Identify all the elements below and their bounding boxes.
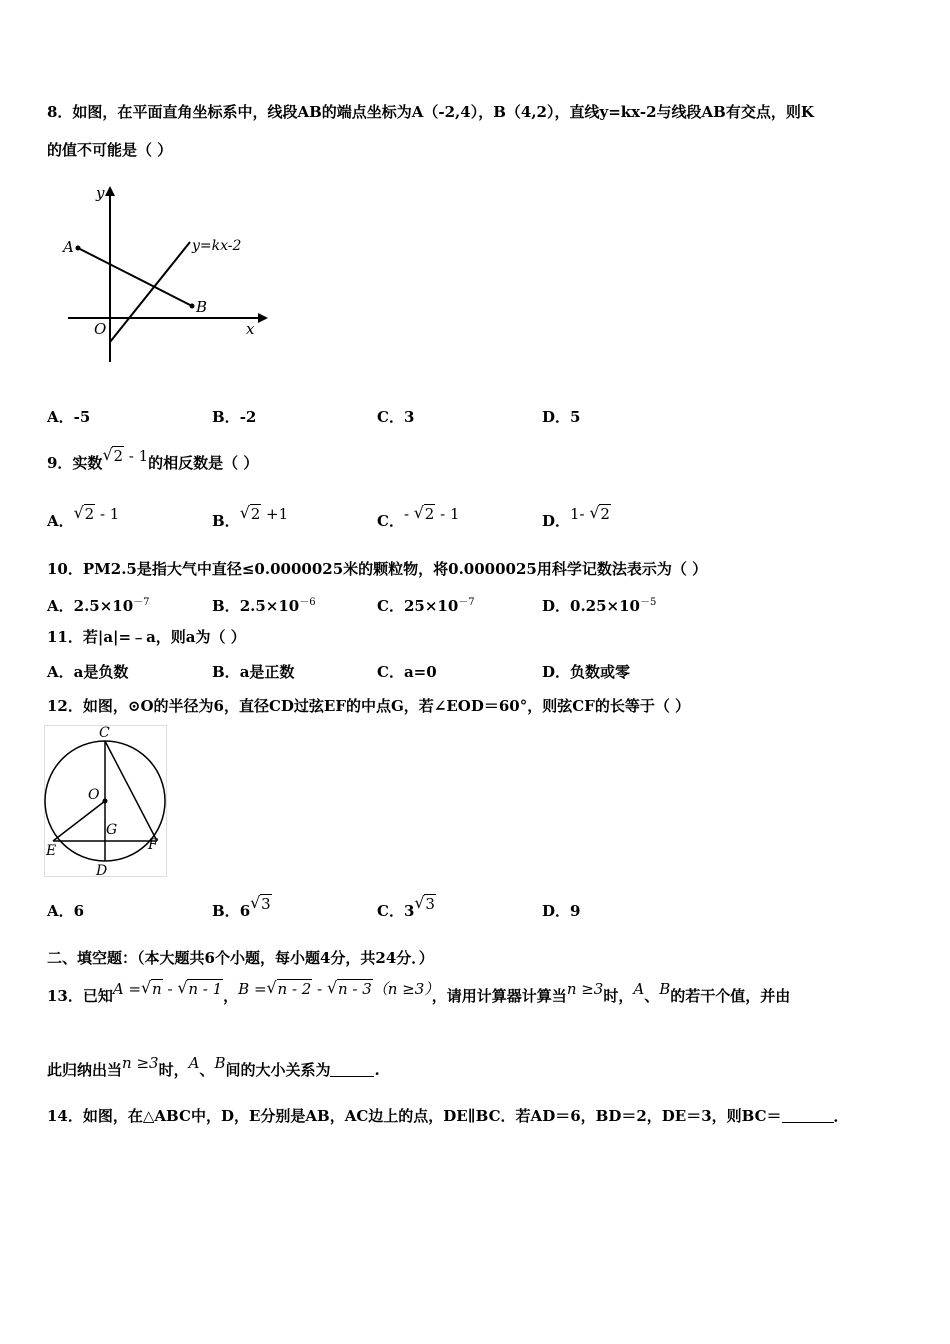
q11-option-a[interactable]: A．a是负数 <box>47 663 129 681</box>
q10-option-c[interactable]: C．$25\times 10^{-7}$ <box>377 597 475 615</box>
q12-option-d[interactable]: D．9 <box>542 902 581 920</box>
q13-line1: 13．已知A = √ n - √ n - 1，B = √ n - 2 - √ n - 3（n ≥3），请用计算器计算当n ≥3时，A、B的若干个值，并由 <box>47 978 791 1005</box>
point-b <box>190 304 195 309</box>
label-y: y <box>96 184 105 202</box>
label-e: E <box>46 843 57 859</box>
q11-option-b[interactable]: B．a是正数 <box>212 663 295 681</box>
q9-option-d[interactable]: D．1- √ 2 <box>542 503 610 530</box>
q12-option-c[interactable]: C．3 √ 3 <box>377 893 435 920</box>
q11-option-d[interactable]: D．负数或零 <box>542 663 631 681</box>
x-axis-arrow <box>258 313 268 323</box>
q13-line2: 此归纳出当n ≥3时，A、B间的大小关系为 . <box>47 1054 380 1079</box>
q9-option-a[interactable]: A． √ 2 - 1 <box>47 503 120 530</box>
label-f: F <box>148 837 158 853</box>
q12-stem: 12．如图，⊙O的半径为6，直径CD过弦EF的中点G，若∠EOD＝60°，则弦CF的长等于（ ） <box>47 697 691 715</box>
center-point-o <box>103 799 108 804</box>
q8-option-a[interactable]: A．-5 <box>47 408 91 426</box>
q14-answer-blank[interactable] <box>782 1108 834 1123</box>
label-x: x <box>246 320 255 338</box>
label-c: C <box>99 725 110 741</box>
q10-option-a[interactable]: A．$2.5\times 10^{-7}$ <box>47 597 150 615</box>
q12-circle-figure <box>44 725 168 878</box>
q11-stem: 11．若|a|=﹣a，则a为（ ） <box>47 628 246 646</box>
q10-option-d[interactable]: D．$0.25\times 10^{-5}$ <box>542 597 657 615</box>
section-title: 二、填空题：（本大题共6个小题，每小题4分，共24分．） <box>47 949 434 967</box>
point-a <box>76 246 81 251</box>
line-y-kx-2 <box>110 242 190 342</box>
q9-option-b[interactable]: B． √ 2 +1 <box>212 503 289 530</box>
q8-line1: 8．如图，在平面直角坐标系中，线段AB的端点坐标为A（-2,4），B（4,2），直线y=kx-2与线段AB有交点，则K <box>47 103 814 121</box>
q8-option-c[interactable]: C．3 <box>377 408 415 426</box>
label-d: D <box>96 863 108 878</box>
q10-stem: 10．PM2.5是指大气中直径≤0.0000025米的颗粒物，将0.0000025用科学记数法表示为（ ） <box>47 560 708 578</box>
q8-line2: 的值不可能是（ ） <box>47 141 173 159</box>
q8-option-d[interactable]: D．5 <box>542 408 581 426</box>
label-o: O <box>88 787 100 803</box>
label-o: O <box>94 320 107 338</box>
q12-option-a[interactable]: A．6 <box>47 902 85 920</box>
label-g: G <box>106 822 118 838</box>
q8-option-b[interactable]: B．-2 <box>212 408 257 426</box>
q9-stem: 9．实数 √ 2 - 1的相反数是（ ） <box>47 445 259 472</box>
label-a: A <box>63 238 74 256</box>
q11-option-c[interactable]: C．a=0 <box>377 663 437 681</box>
q10-option-b[interactable]: B．$2.5\times 10^{-6}$ <box>212 597 316 615</box>
label-b: B <box>196 298 208 316</box>
y-axis-arrow <box>105 186 115 196</box>
q13-answer-blank[interactable] <box>330 1062 374 1077</box>
q14-stem: 14．如图，在△ABC中，D，E分别是AB，AC边上的点，DE∥BC．若AD＝6，BD＝2，DE＝3，则BC＝ ． <box>47 1107 849 1125</box>
segment-ab <box>78 248 192 306</box>
label-line: y=kx-2 <box>192 238 242 254</box>
q8-coordinate-figure <box>60 182 270 372</box>
q12-option-b[interactable]: B．6 √ 3 <box>212 893 271 920</box>
segment-eo <box>53 801 105 841</box>
q9-option-c[interactable]: C．- √ 2 - 1 <box>377 503 460 530</box>
